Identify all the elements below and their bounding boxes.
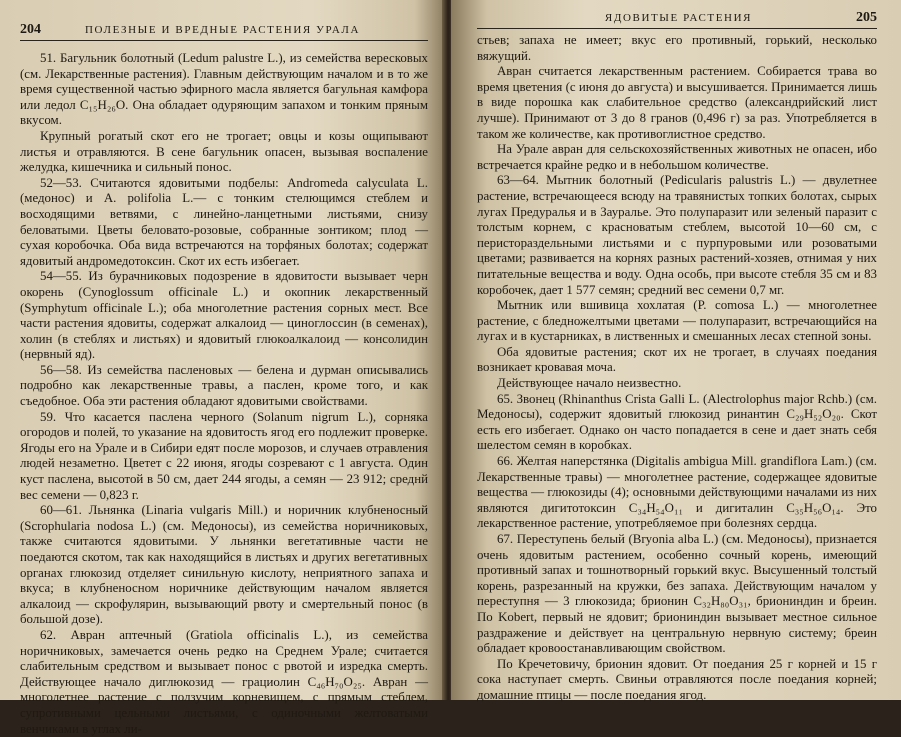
paragraph-66-naperstyanka: 66. Желтая наперстянка (Digitalis ambigua Mill. grandiflora Lam.) (см. Лекарственные травы) — многолетнее растение, содержащее ядовитые вещества — глюкозиды (4); основными действующими началами из них являются дигитотоксин C₃₄H₅₄O₁₁ и дигиталин C₃₅H₅₆O₁₄. Это лекарственное растение, употребляемое при болезнях сердца. [477, 454, 877, 531]
left-running-head [20, 22, 428, 41]
left-page [0, 0, 446, 736]
paragraph-mytnik-khokhlataya: Мытник или вшивица хохлатая (P. comosa L.) — многолетнее растение, с бледножелтыми цветами — полупаразит, встречающийся на лугах и в кустарниках, в лиственных и смешанных лесах степной зоны. [477, 298, 877, 344]
paragraph-krechetovich: По Кречетовичу, брионин ядовит. От поедания 25 г корней и 15 г сока наступает смерть. Свиньи отравляются после поедания корней; домашние птицы — после поедания ягод. [477, 656, 877, 702]
paragraph-59-paslen: 59. Что касается паслена черного (Solanum nigrum L.), сорняка огородов и полей, то указание на ядовитость ягод его подлежит проверке. Ягоды его на Урале и в Сибири едят после морозов, и случаев отравления людей незаметно. Цветет с 22 июня, ягоды созревают с 1 августа. Один куст паслена, высотой в 50 см, дает 244 ягоды, а семян — 23 912; среднй вес семени — 0,823 г. [20, 409, 428, 502]
paragraph-63-64-mytnik: 63—64. Мытник болотный (Pedicularis palustris L.) — двулетнее растение, встречающееся всюду на травянистых топких болотах, сырых лугах Предуралья и в Зауралье. Это полупаразит или зеленый паразит с толстым корнем, с красноватым стеблем, высотой 10—60 см, с перистораздельными листьями и с пурпуровыми или розоватыми цветами; развивается на корнях разных растений-хозяев, отнимая у них питательные вещества и воду. Одна особь, при высоте стебля 35 см и 83 коробочек, дает 1 577 семян; средний вес семени 0,7 мг. [477, 173, 877, 297]
paragraph-52-53-podbely: 52—53. Считаются ядовитыми подбелы: Andromeda calyculata L. (медонос) и A. polifolia L.— с тонким стелющимся стеблем и восходящими ветвями, с линейно-ланцетными листьями, снизу беловатыми. Цветы беловато-розовые, собранные зонтиком; плод — сухая коробочка. Оба вида встречаются на торфяных болотах; содержат ядовитый андромедотоксин. Скот их есть избегает. [20, 175, 428, 268]
right-page [451, 0, 901, 700]
paragraph-65-zvonets: 65. Звонец (Rhinanthus Crista Galli L. (Alectrolophus major Rchb.) (см. Медоносы), содержит ядовитый глюкозид ринантин C₂₉H₅₂O₂₀. Скот есть его избегает. Однако он часто попадается в сене и дает знать себя шелестом семян в коробках. [477, 391, 877, 453]
paragraph-67-perestupen: 67. Переступень белый (Bryonia alba L.) (см. Медоносы), признается очень ядовитым растением, особенно сочный корень, имеющий противный запах и тошнотворный горький вкус. Высушенный толстый корень, разрезанный на кружки, без запаха. Действующим началом у переступня — 3 глюкозида; брионин C₃₂H₈₀O₃₁, бриониндин и бреин. По Kobert, первый не ядовит; бриониндин вызывает местное сильное раздражение и действует на центральную нервную систему; бреин обладает кровоостанавливающим свойством. [477, 532, 877, 656]
paragraph-active-unknown: Действующее начало неизвестно. [497, 376, 682, 391]
paragraph-cattle-bagulnik: Крупный рогатый скот его не трогает; овцы и козы ощипывают листья и отравляются. В сене багульник опасен, вызывая воспаление желудка, кишечника и сильный понос. [20, 128, 428, 175]
right-running-head [477, 10, 877, 29]
left-running-title: ПОЛЕЗНЫЕ И ВРЕДНЫЕ РАСТЕНИЯ УРАЛА [84, 24, 361, 36]
paragraph-51-bagulnik: 51. Багульник болотный (Ledum palustre L.), из семейства вересковых (см. Лекарственные растения). Главным действующим началом и в то же время существенной частью эфирного масла является багульная камфора или ледол C₁₅H₂₆O. Она обладает одуряющим запахом и тонким пряным вкусом. [20, 51, 428, 128]
paragraph-60-61-lnyanka: 60—61. Льнянка (Linaria vulgaris Mill.) и норичник клубненосный (Scrophularia nodosa L.) (см. Медоносы), из семейства норичниковых, также считаются ядовитыми. У льнянки вегетативные части не поедаются скотом, так как находящийся в листьях и других вегетативных органах глюкозид отделяет синильную кислоту, неприятного запаха и вкуса; в клубненосном норичнике действующим началом является алкалоид — скрофулярин, вызывающий рвоту и смертельный понос (в большой дозе). [20, 503, 428, 627]
paragraph-54-55-chernokoren: 54—55. Из бурачниковых подозрение в ядовитости вызывает черн окорень (Cynoglossum officinale L.) и окопник лекарственный (Symphytum officinale L.); оба многолетние растения сорных мест. Все части растения ядовиты, содержат алкалоид — циноглоссин (в семенах), холин (в стеблях и листьях) и ядовитый глюкоалкалоид — консолидин (нервный яд). [20, 269, 428, 362]
paragraph-avran-continued: стьев; запаха не имеет; вкус его противный, горький, несколько вяжущий. [477, 33, 877, 63]
paragraph-avran-ural: На Урале авран для сельскохозяйственных животных не опасен, ибо встречается крайне редко и в небольшом количестве. [477, 142, 877, 172]
right-running-title: ЯДОВИТЫЕ РАСТЕНИЯ [604, 12, 753, 24]
paragraph-62-avran: 62. Авран аптечный (Gratiola officinalis L.), из семейства норичниковых, замечается очень редко на Среднем Урале; считается слабительным средством и вызывает понос с рвотой и изредка смерть. Действующее начало диглюкозид — грациолин C₄₆H₇₀O₂₅. Авран — многолетнее растение с ползучим корневищем, с прямым стеблем, супротивными цельными листьями, с одиночными желтоватыми венчиками в углах ли- [20, 627, 428, 736]
left-page-number: 204 [20, 22, 41, 37]
paragraph-avran-medicinal: Авран считается лекарственным растением. Собирается трава во время цветения (с июня до августа) и высушивается. Принимается лишь в виде порошка как слабительное средство (александрийский лист лучше). Принимают от 3 до 8 гранов (0,496 г) за раз. Употребляется в таком же количестве, как противоглистное средство. [477, 64, 877, 141]
paragraph-both-poisonous: Оба ядовитые растения; скот их не трогает, в случаях поедания возникает кровавая моча. [477, 344, 877, 375]
right-body-text [477, 33, 877, 704]
right-page-number: 205 [856, 10, 877, 25]
left-body-text [20, 51, 428, 737]
paragraph-56-58-paslenovye: 56—58. Из семейства пасленовых — белена и дурман описывались подробно как лекарственные травы, а паслен, кроме того, и как съедобное. Оба эти растения обладают ядовитыми свойствами. [20, 362, 428, 409]
